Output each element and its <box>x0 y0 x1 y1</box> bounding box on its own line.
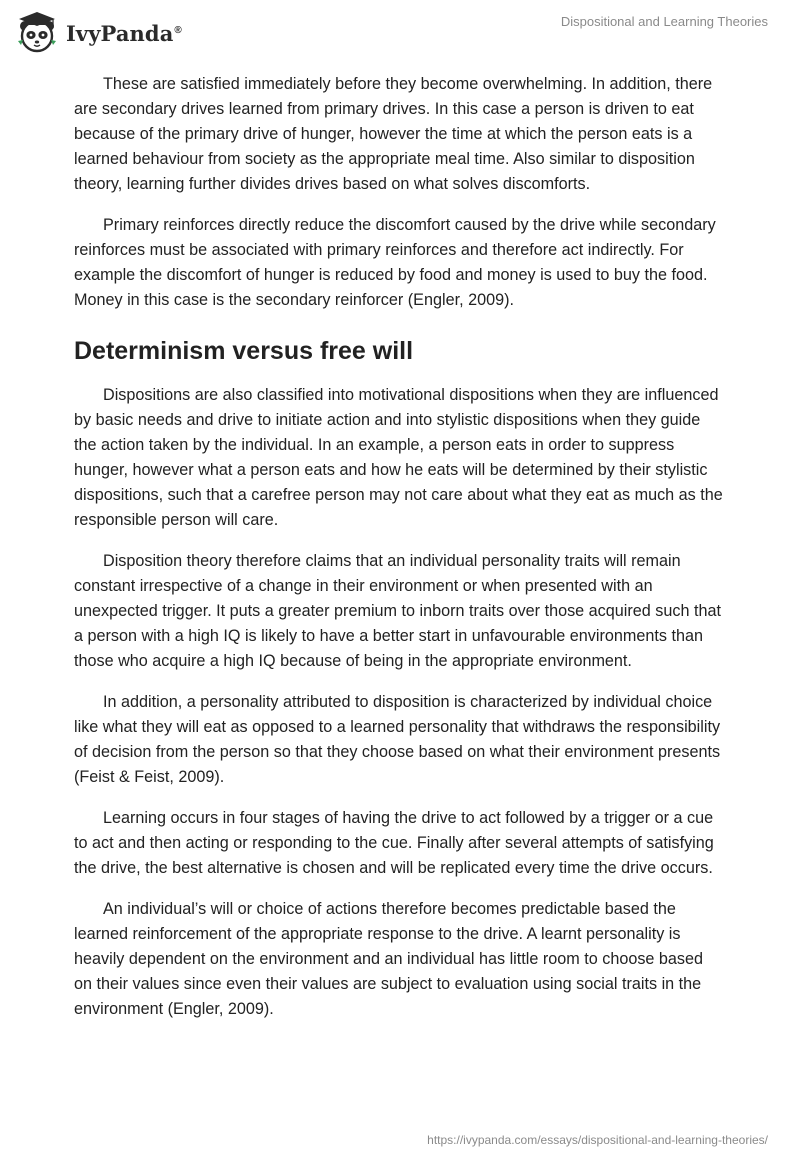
brand-name: IvyPanda® <box>66 20 182 46</box>
page-header <box>0 0 800 60</box>
paragraph: Dispositions are also classified into motivational dispositions when they are influenced by basic needs and drive to initiate action and into stylistic dispositions when they guide the action taken by the individual. In an example, a person eats in order to suppress hunger, however what a person eats and how he eats will be determined by their stylistic dispositions, such that a carefree person may not care about what they eat as much as the responsible person will care. <box>74 386 723 529</box>
essay-content <box>74 72 724 1038</box>
paragraph: Primary reinforces directly reduce the discomfort caused by the drive while secondary reinforces must be associated with primary reinforces and therefore act indirectly. For example the discomfort of hunger is reduced by food and money is used to buy the food. Money in this case is the secondary reinforcer (Engler, 2009). <box>74 216 716 309</box>
source-url[interactable]: https://ivypanda.com/essays/dispositional-and-learning-theories/ <box>427 1133 768 1147</box>
paragraph: These are satisfied immediately before they become overwhelming. In addition, there are secondary drives learned from primary drives. In this case a person is driven to eat because of the primary drive of hunger, however the time at which the person eats is a learned behaviour from society as the appropriate meal time. Also similar to disposition theory, learning further divides drives based on what solves discomforts. <box>74 75 713 193</box>
paragraph: Disposition theory therefore claims that an individual personality traits will remain constant irrespective of a change in their environment or when presented with an unexpected trigger. It puts a greater premium to inborn traits over those acquired such that a person with a high IQ is likely to have a better start in unfavourable environments than those who acquire a high IQ because of being in the appropriate environment. <box>74 552 721 670</box>
panda-graduate-icon <box>14 9 60 55</box>
registered-mark: ® <box>174 24 182 36</box>
document-title: Dispositional and Learning Theories <box>560 14 768 29</box>
paragraph: In addition, a personality attributed to disposition is characterized by individual choice like what they will eat as opposed to a learned personality that withdraws the responsibility of decision from the person so that they choose based on what their environment presents (Feist & Feist, 2009). <box>74 693 721 786</box>
brand-logo[interactable] <box>14 8 182 56</box>
paragraph: An individual’s will or choice of actions therefore becomes predictable based the learned reinforcement of the appropriate response to the drive. A learnt personality is heavily dependent on the environment and an individual has little room to choose based on their values since even their values are subject to evaluation using social traits in the environment (Engler, 2009). <box>74 900 704 1018</box>
paragraph: Learning occurs in four stages of having the drive to act followed by a trigger or a cue to act and then acting or responding to the cue. Finally after several attempts of satisfying the drive, the best alternative is chosen and will be replicated every time the drive occurs. <box>74 809 714 877</box>
section-heading: Determinism versus free will <box>74 337 414 365</box>
